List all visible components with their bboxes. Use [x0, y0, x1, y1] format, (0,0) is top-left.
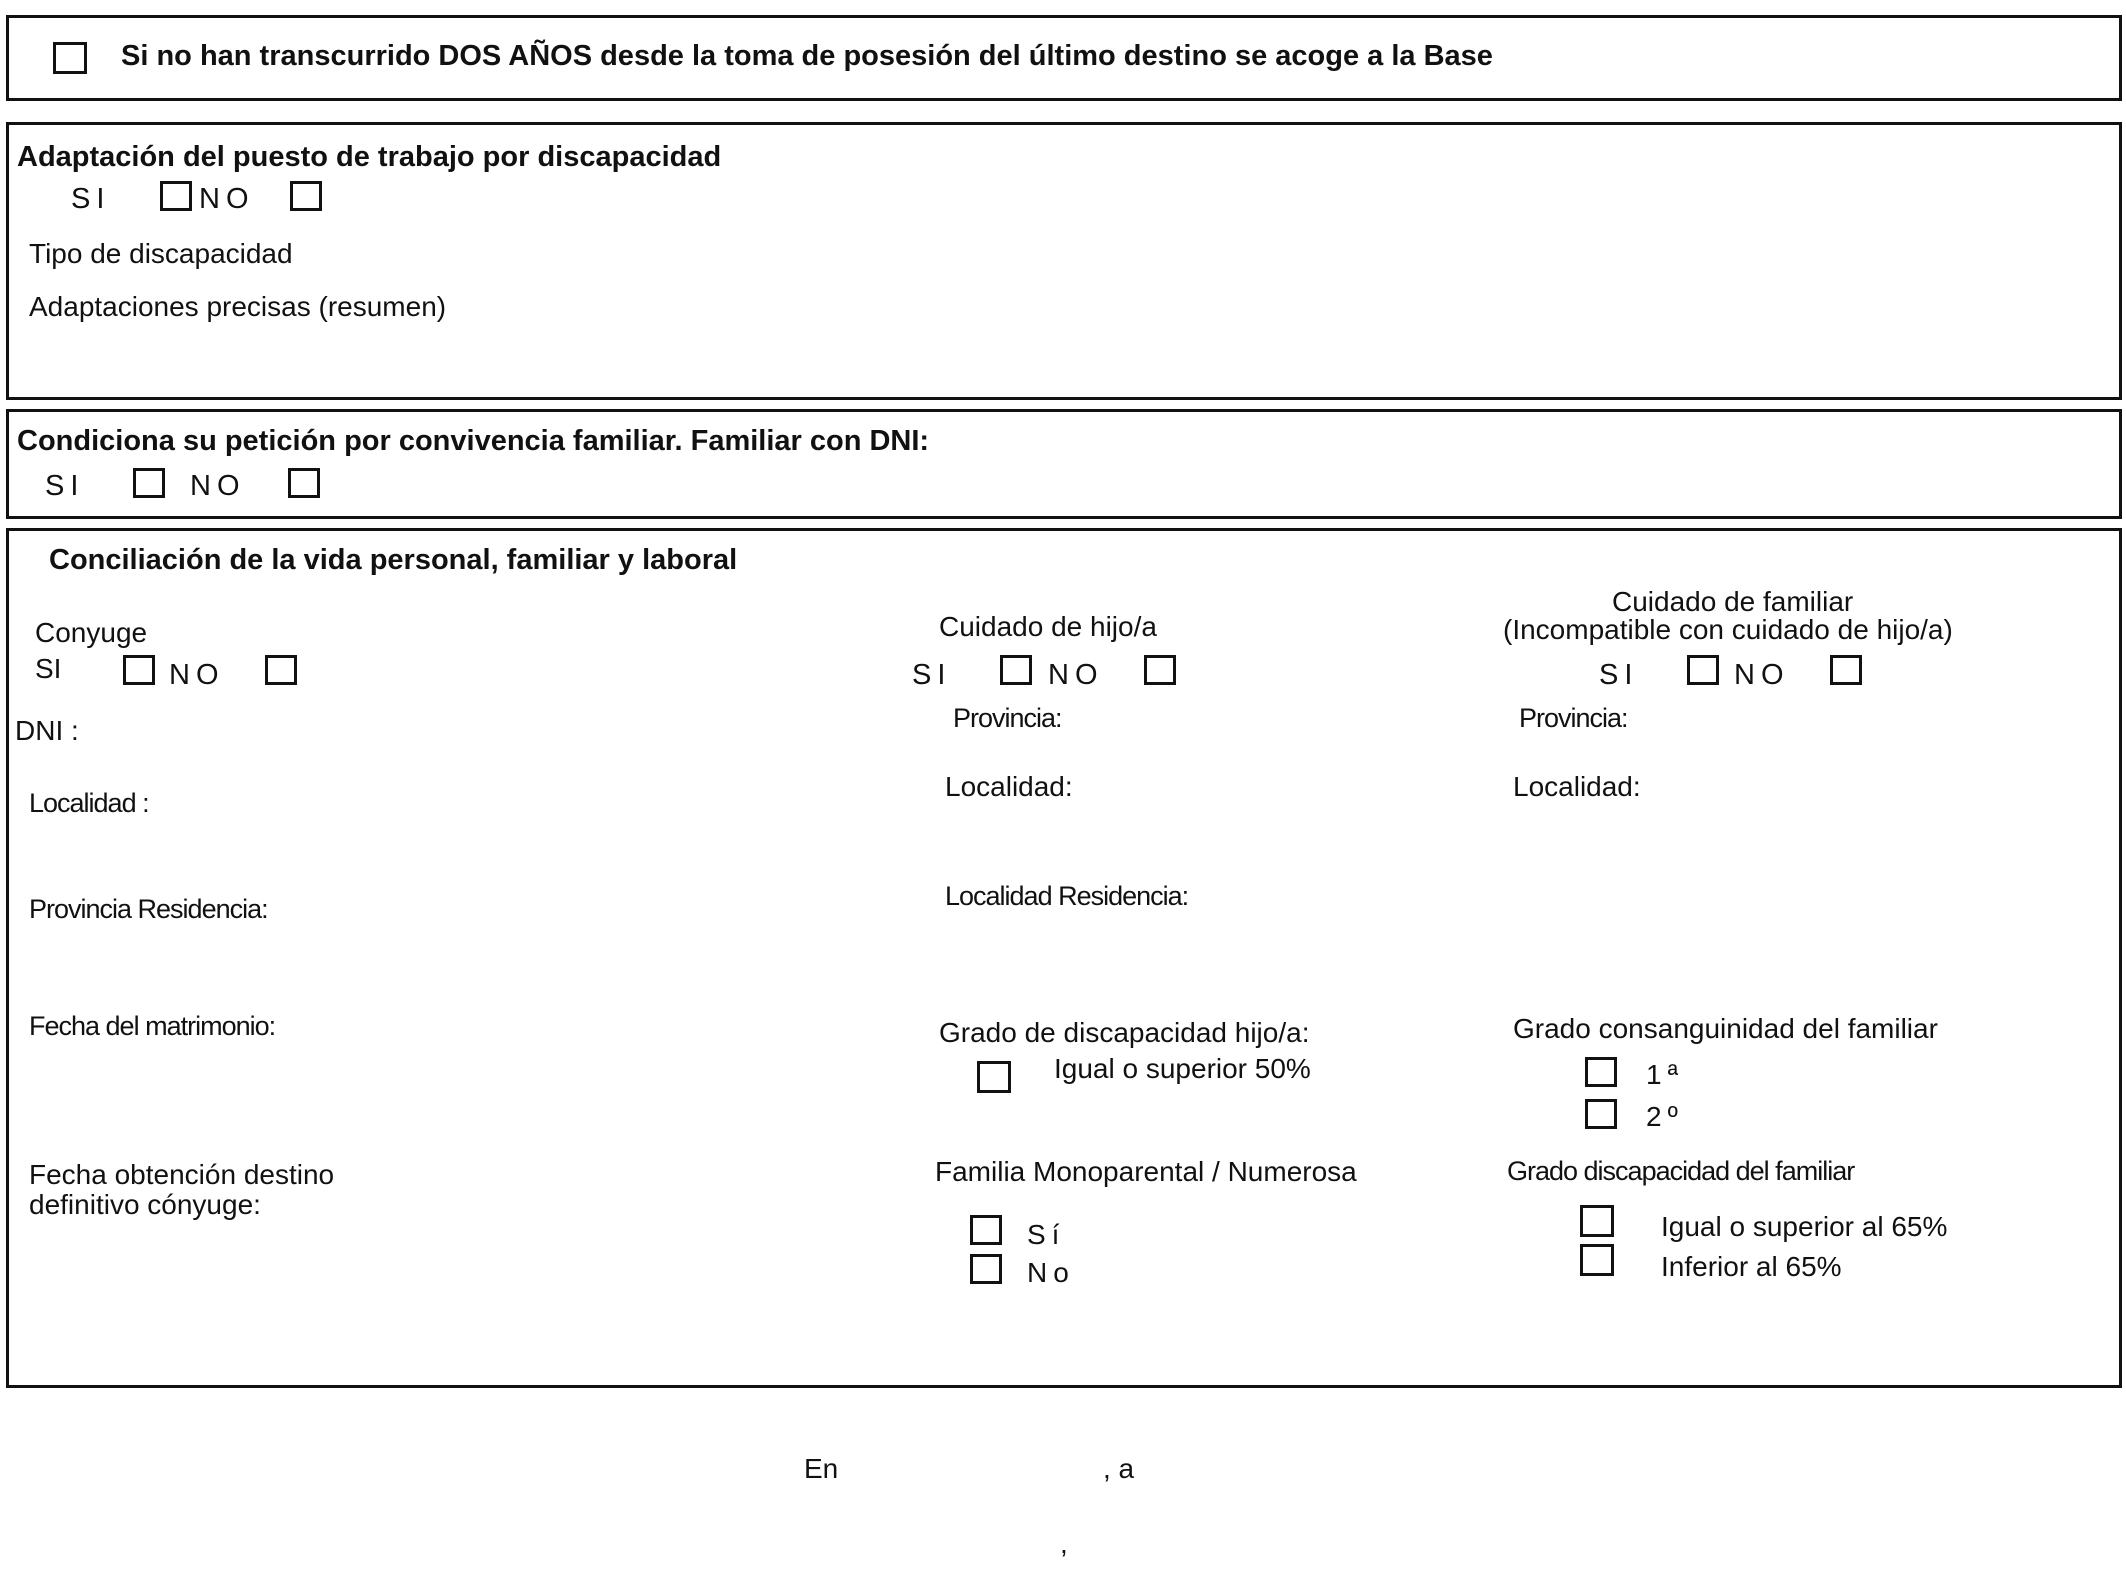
- convivencia-title: Condiciona su petición por convivencia familiar. Familiar con DNI:: [17, 425, 930, 457]
- consanguinidad-label: Grado consanguinidad del familiar: [1513, 1013, 1938, 1044]
- hijo-heading: Cuidado de hijo/a: [939, 611, 1157, 642]
- familiar-disc-2-label: Inferior al 65%: [1661, 1251, 1842, 1282]
- familiar-no-label: NO: [1734, 659, 1790, 691]
- consanguinidad-2-checkbox[interactable]: [1585, 1099, 1617, 1129]
- adaptacion-si-label: SI: [71, 183, 111, 215]
- base-dos-anos-checkbox[interactable]: [53, 42, 87, 74]
- convivencia-no-label: NO: [190, 470, 246, 502]
- base-dos-anos-label: Si no han transcurrido DOS AÑOS desde la toma de posesión del último destino se acoge a la Base: [121, 40, 1493, 72]
- footer-en-label: En: [804, 1453, 839, 1484]
- familiar-si-label: SI: [1599, 659, 1639, 691]
- adaptacion-no-checkbox[interactable]: [290, 181, 322, 211]
- hijo-localidad-label: Localidad:: [945, 771, 1073, 802]
- conciliacion-title: Conciliación de la vida personal, familiar y laboral: [49, 544, 738, 576]
- section-conciliacion: [6, 528, 2122, 1388]
- hijo-si-label: SI: [912, 659, 952, 691]
- hijo-provincia-label: Provincia:: [953, 703, 1062, 733]
- familiar-disc-1-checkbox[interactable]: [1580, 1205, 1614, 1237]
- familia-label: Familia Monoparental / Numerosa: [935, 1156, 1357, 1187]
- adaptacion-si-checkbox[interactable]: [160, 181, 192, 211]
- conyuge-no-checkbox[interactable]: [265, 655, 297, 685]
- adaptacion-no-label: NO: [199, 183, 255, 215]
- footer-comma: ,: [1060, 1528, 1068, 1559]
- conyuge-dni-label: DNI :: [15, 715, 79, 746]
- conyuge-no-label: NO: [169, 659, 225, 691]
- conyuge-heading: Conyuge: [35, 617, 148, 648]
- conyuge-localidad-label: Localidad :: [29, 788, 149, 818]
- convivencia-no-checkbox[interactable]: [288, 468, 320, 498]
- familiar-disc-2-checkbox[interactable]: [1580, 1244, 1614, 1276]
- conyuge-provincia-residencia-label: Provincia Residencia:: [29, 894, 268, 924]
- convivencia-si-checkbox[interactable]: [133, 468, 165, 498]
- adaptacion-title: Adaptación del puesto de trabajo por discapacidad: [17, 141, 722, 173]
- footer-a-label: , a: [1103, 1453, 1135, 1484]
- hijo-localidad-residencia-label: Localidad Residencia:: [945, 881, 1189, 911]
- convivencia-si-label: SI: [45, 470, 85, 502]
- hijo-grado-label: Grado de discapacidad hijo/a:: [939, 1017, 1310, 1048]
- section-adaptacion: [6, 122, 2122, 400]
- consanguinidad-2-label: 2º: [1646, 1101, 1684, 1132]
- fecha-matrimonio-label: Fecha del matrimonio:: [29, 1011, 276, 1041]
- familiar-discapacidad-label: Grado discapacidad del familiar: [1507, 1156, 1855, 1186]
- hijo-no-checkbox[interactable]: [1144, 655, 1176, 685]
- familia-no-label: No: [1027, 1257, 1075, 1288]
- section-base-dos-anos: [6, 15, 2122, 101]
- familiar-provincia-label: Provincia:: [1519, 703, 1628, 733]
- familiar-no-checkbox[interactable]: [1830, 655, 1862, 685]
- conyuge-si-checkbox[interactable]: [123, 655, 155, 685]
- familia-si-label: Sí: [1027, 1219, 1066, 1250]
- section-convivencia: [6, 409, 2122, 519]
- adaptaciones-label: Adaptaciones precisas (resumen): [29, 291, 447, 322]
- hijo-grado-opcion-label: Igual o superior 50%: [1054, 1053, 1311, 1084]
- familiar-heading-1: Cuidado de familiar: [1612, 586, 1854, 617]
- conyuge-si-label: SI: [35, 653, 62, 684]
- fecha-destino-label-1: Fecha obtención destino: [29, 1159, 335, 1190]
- consanguinidad-1-label: 1ª: [1646, 1059, 1684, 1090]
- hijo-grado-checkbox[interactable]: [977, 1061, 1011, 1093]
- familia-no-checkbox[interactable]: [970, 1254, 1002, 1284]
- familiar-heading-2: (Incompatible con cuidado de hijo/a): [1503, 614, 1953, 645]
- tipo-discapacidad-label: Tipo de discapacidad: [29, 238, 293, 269]
- hijo-no-label: NO: [1048, 659, 1104, 691]
- hijo-si-checkbox[interactable]: [1000, 655, 1032, 685]
- familia-si-checkbox[interactable]: [970, 1215, 1002, 1245]
- fecha-destino-label-2: definitivo cónyuge:: [29, 1189, 261, 1220]
- consanguinidad-1-checkbox[interactable]: [1585, 1057, 1617, 1087]
- familiar-localidad-label: Localidad:: [1513, 771, 1641, 802]
- familiar-disc-1-label: Igual o superior al 65%: [1661, 1211, 1948, 1242]
- familiar-si-checkbox[interactable]: [1687, 655, 1719, 685]
